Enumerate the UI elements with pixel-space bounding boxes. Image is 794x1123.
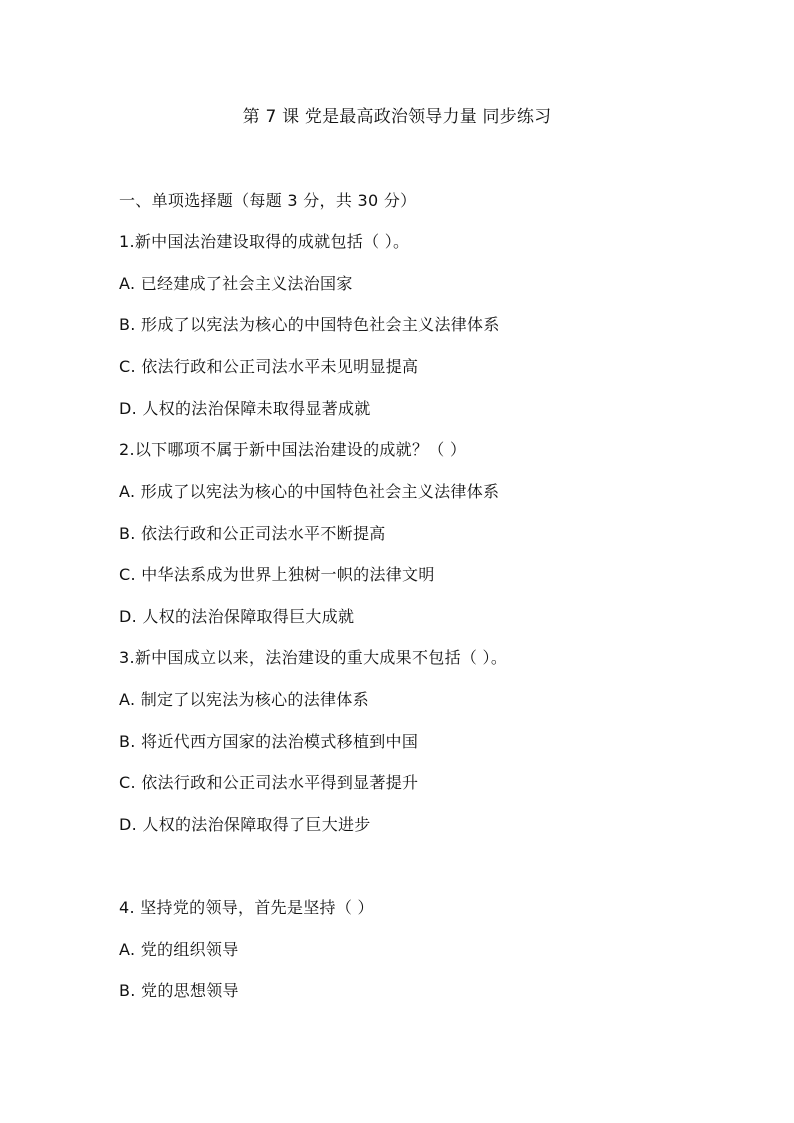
question-3-option-b: B. 将近代西方国家的法治模式移植到中国: [119, 732, 419, 751]
question-3-option-a: A. 制定了以宪法为核心的法律体系: [119, 690, 369, 709]
question-3-stem: 3.新中国成立以来，法治建设的重大成果不包括（ ）。: [119, 648, 508, 667]
question-3-option-c: C. 依法行政和公正司法水平得到显著提升: [119, 773, 419, 792]
question-2-option-b: B. 依法行政和公正司法水平不断提高: [119, 524, 386, 543]
page-title: 第 7 课 党是最高政治领导力量 同步练习: [242, 107, 552, 127]
question-1-stem: 1.新中国法治建设取得的成就包括（ ）。: [119, 232, 410, 251]
question-2-option-d: D. 人权的法治保障取得巨大成就: [119, 607, 355, 626]
section-heading: 一、单项选择题（每题 3 分，共 30 分）: [119, 191, 417, 210]
question-4-stem: 4. 坚持党的领导，首先是坚持（ ）: [119, 898, 374, 917]
question-2-stem: 2.以下哪项不属于新中国法治建设的成就？（ ）: [119, 440, 467, 459]
question-1-option-a: A. 已经建成了社会主义法治国家: [119, 274, 353, 293]
question-3-option-d: D. 人权的法治保障取得了巨大进步: [119, 815, 371, 834]
question-1-option-b: B. 形成了以宪法为核心的中国特色社会主义法律体系: [119, 315, 500, 334]
question-1-option-c: C. 依法行政和公正司法水平未见明显提高: [119, 357, 419, 376]
question-4-option-b: B. 党的思想领导: [119, 981, 239, 1000]
question-2-option-a: A. 形成了以宪法为核心的中国特色社会主义法律体系: [119, 482, 500, 501]
question-4-option-a: A. 党的组织领导: [119, 940, 239, 959]
question-2-option-c: C. 中华法系成为世界上独树一帜的法律文明: [119, 565, 435, 584]
question-1-option-d: D. 人权的法治保障未取得显著成就: [119, 399, 371, 418]
